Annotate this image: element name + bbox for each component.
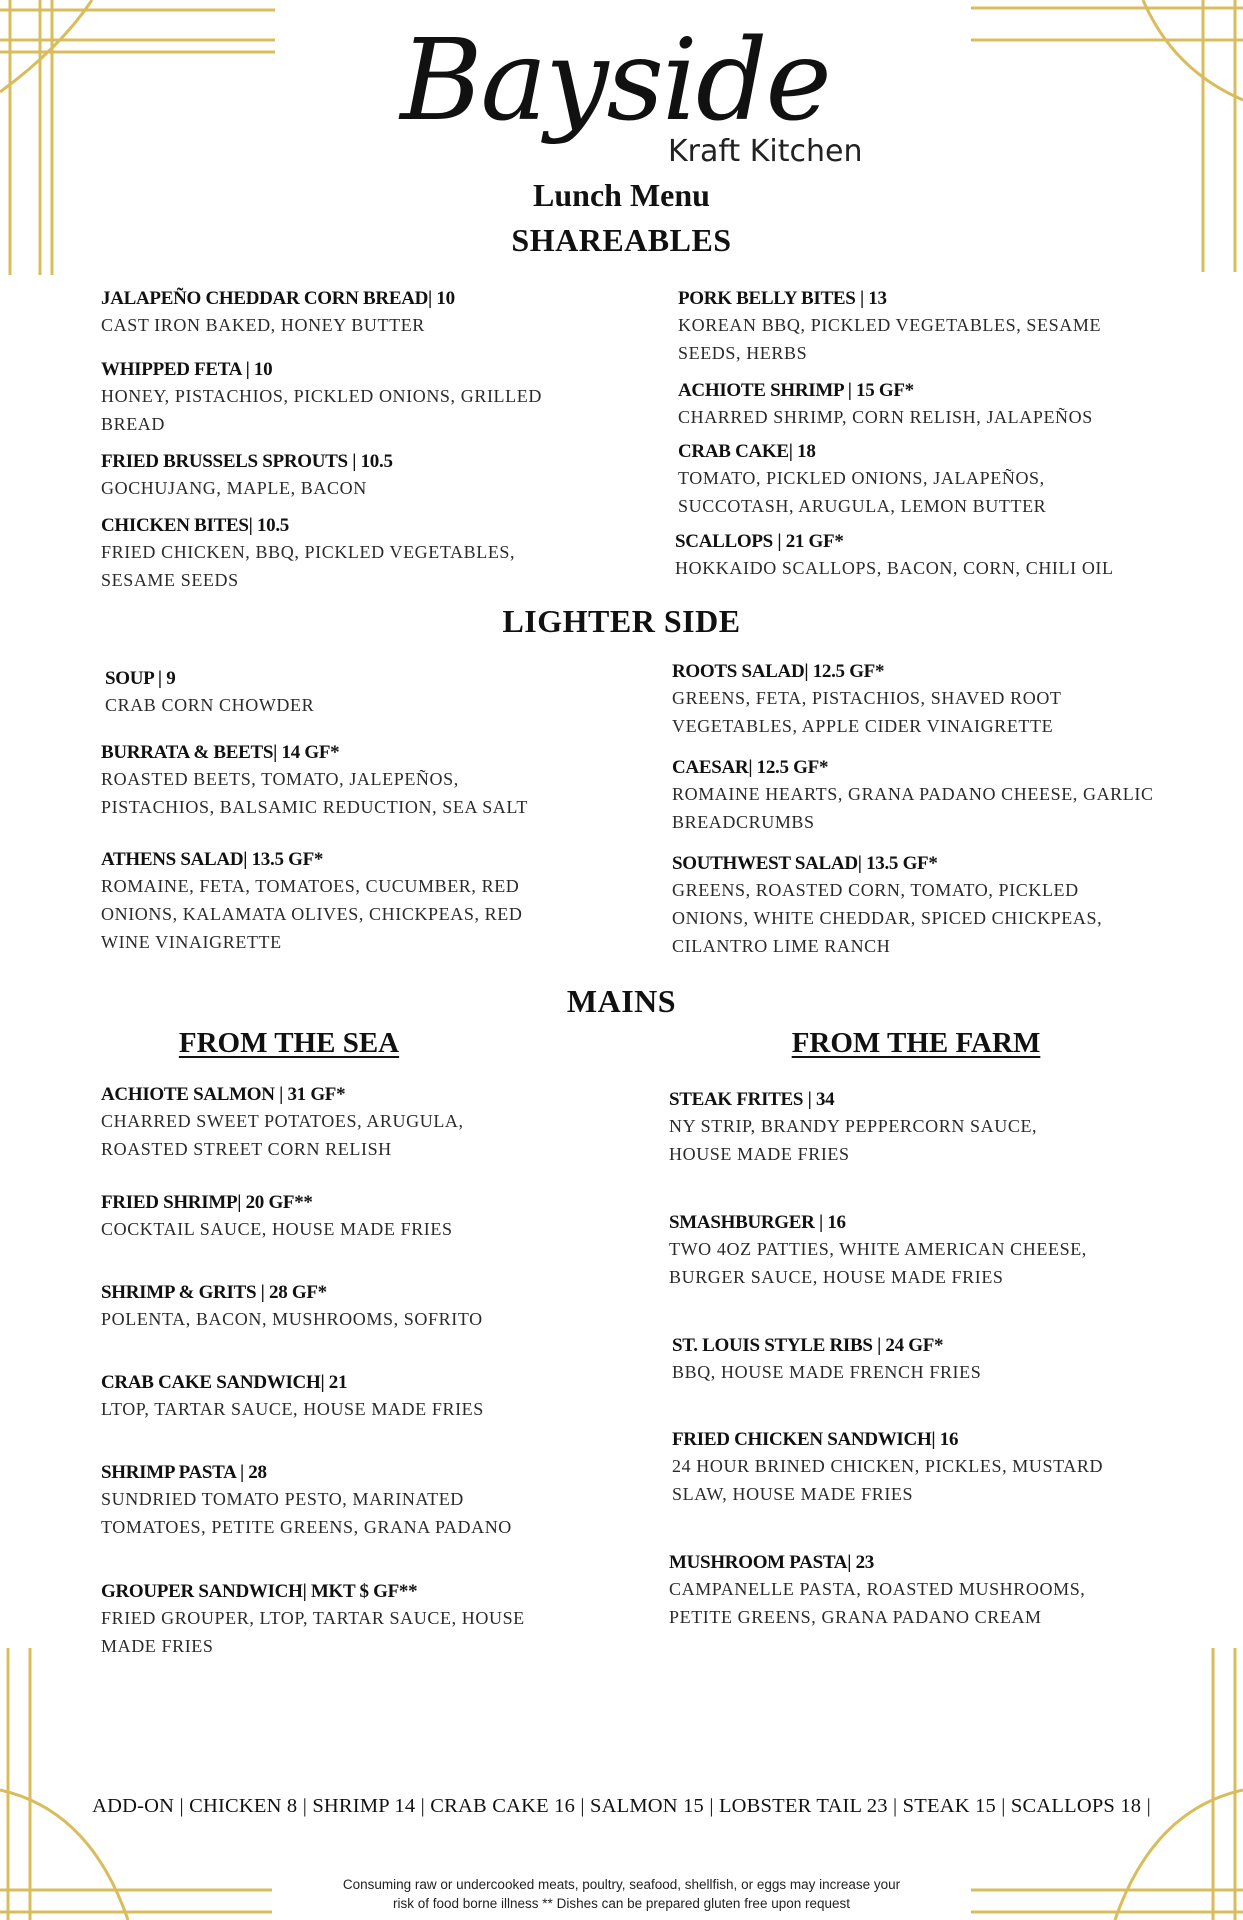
item-name: ATHENS SALAD| 13.5 GF*: [101, 849, 324, 870]
item-name: SOUP | 9: [105, 668, 176, 689]
menu-item: [669, 1551, 1129, 1631]
item-name: SCALLOPS | 21 GF*: [675, 531, 844, 552]
item-description: GREENS, ROASTED CORN, TOMATO, PICKLED ONIONS, WHITE CHEDDAR, SPICED CHICKPEAS, CILANTRO LIME RANCH: [672, 880, 1103, 956]
menu-item: [101, 358, 581, 438]
brand-subtitle: Kraft Kitchen: [668, 134, 863, 169]
item-description: 24 HOUR BRINED CHICKEN, PICKLES, MUSTARD SLAW, HOUSE MADE FRIES: [672, 1456, 1104, 1504]
item-name: MUSHROOM PASTA| 23: [669, 1552, 874, 1573]
item-name: SOUTHWEST SALAD| 13.5 GF*: [672, 853, 938, 874]
item-description: GOCHUJANG, MAPLE, BACON: [101, 478, 367, 498]
item-description: CRAB CORN CHOWDER: [105, 695, 315, 715]
item-name: CRAB CAKE SANDWICH| 21: [101, 1372, 348, 1393]
menu-item: [669, 1211, 1139, 1291]
menu-item: [672, 852, 1132, 960]
item-description: CHARRED SHRIMP, CORN RELISH, JALAPEÑOS: [678, 407, 1093, 427]
item-name: ACHIOTE SHRIMP | 15 GF*: [678, 380, 914, 401]
item-description: CHARRED SWEET POTATOES, ARUGULA, ROASTED STREET CORN RELISH: [101, 1111, 464, 1159]
subsection-title-from-the-sea: FROM THE SEA: [178, 1027, 400, 1059]
item-name: FRIED BRUSSELS SPROUTS | 10.5: [101, 451, 393, 472]
item-description: TOMATO, PICKLED ONIONS, JALAPEÑOS, SUCCOTASH, ARUGULA, LEMON BUTTER: [678, 468, 1047, 516]
footnote: [0, 1875, 1243, 1913]
menu-item: [101, 741, 571, 821]
menu-item: [669, 1088, 1089, 1168]
item-description: SUNDRIED TOMATO PESTO, MARINATED TOMATOES, PETITE GREENS, GRANA PADANO: [101, 1489, 512, 1537]
menu-item: [101, 1371, 581, 1423]
item-description: ROMAINE, FETA, TOMATOES, CUCUMBER, RED ONIONS, KALAMATA OLIVES, CHICKPEAS, RED WINE VINAIGRETTE: [101, 876, 523, 952]
item-description: NY STRIP, BRANDY PEPPERCORN SAUCE, HOUSE MADE FRIES: [669, 1116, 1038, 1164]
footnote-line-1: Consuming raw or undercooked meats, poultry, seafood, shellfish, or eggs may increase your: [342, 1877, 901, 1892]
item-name: CRAB CAKE| 18: [678, 441, 816, 462]
item-description: HONEY, PISTACHIOS, PICKLED ONIONS, GRILLED BREAD: [101, 386, 542, 434]
item-description: KOREAN BBQ, PICKLED VEGETABLES, SESAME SEEDS, HERBS: [678, 315, 1102, 363]
item-name: SMASHBURGER | 16: [669, 1212, 846, 1233]
section-title-mains: MAINS: [566, 983, 677, 1019]
menu-item: [101, 1191, 581, 1243]
menu-item: [101, 1281, 581, 1333]
item-description: CAST IRON BAKED, HONEY BUTTER: [101, 315, 425, 335]
item-name: SHRIMP & GRITS | 28 GF*: [101, 1282, 327, 1303]
addons-line: ADD-ON | CHICKEN 8 | SHRIMP 14 | CRAB CAKE 16 | SALMON 15 | LOBSTER TAIL 23 | STEAK 15 | SCALLOPS 18 |: [92, 1795, 1151, 1817]
item-name: BURRATA & BEETS| 14 GF*: [101, 742, 340, 763]
item-name: WHIPPED FETA | 10: [101, 359, 273, 380]
menu-item: [101, 450, 581, 502]
menu-item: [101, 514, 561, 594]
menu-item: [672, 756, 1192, 836]
item-description: BBQ, HOUSE MADE FRENCH FRIES: [672, 1362, 982, 1382]
item-name: SHRIMP PASTA | 28: [101, 1462, 267, 1483]
menu-item: [105, 667, 565, 719]
menu-item: [101, 848, 561, 956]
section-title-shareables: SHAREABLES: [511, 222, 732, 258]
item-name: FRIED SHRIMP| 20 GF**: [101, 1192, 313, 1213]
menu-item: [678, 379, 1158, 431]
menu-item: [678, 440, 1098, 520]
item-description: GREENS, FETA, PISTACHIOS, SHAVED ROOT VEGETABLES, APPLE CIDER VINAIGRETTE: [672, 688, 1062, 736]
menu-item: [672, 1334, 1132, 1386]
footnote-line-2: risk of food borne illness ** Dishes can be prepared gluten free upon request: [392, 1896, 851, 1911]
menu-item: [101, 1580, 561, 1660]
item-description: ROMAINE HEARTS, GRANA PADANO CHEESE, GARLIC BREADCRUMBS: [672, 784, 1154, 832]
item-description: CAMPANELLE PASTA, ROASTED MUSHROOMS, PETITE GREENS, GRANA PADANO CREAM: [669, 1579, 1086, 1627]
brand-logo-script: Bayside: [400, 16, 830, 146]
menu-item: [101, 1083, 541, 1163]
item-name: ROOTS SALAD| 12.5 GF*: [672, 661, 885, 682]
menu-item: [672, 1428, 1132, 1508]
item-name: PORK BELLY BITES | 13: [678, 288, 887, 309]
menu-item: [101, 1461, 551, 1541]
section-title-lighter-side: LIGHTER SIDE: [502, 603, 741, 639]
menu-item: [678, 287, 1128, 367]
item-description: TWO 4OZ PATTIES, WHITE AMERICAN CHEESE, BURGER SAUCE, HOUSE MADE FRIES: [669, 1239, 1087, 1287]
item-description: FRIED GROUPER, LTOP, TARTAR SAUCE, HOUSE MADE FRIES: [101, 1608, 525, 1656]
menu-item: [101, 287, 581, 339]
item-description: FRIED CHICKEN, BBQ, PICKLED VEGETABLES, SESAME SEEDS: [101, 542, 516, 590]
subsection-title-from-the-farm: FROM THE FARM: [791, 1027, 1041, 1059]
item-description: ROASTED BEETS, TOMATO, JALEPEÑOS, PISTACHIOS, BALSAMIC REDUCTION, SEA SALT: [101, 769, 528, 817]
item-name: CHICKEN BITES| 10.5: [101, 515, 290, 536]
item-name: ST. LOUIS STYLE RIBS | 24 GF*: [672, 1335, 944, 1356]
item-description: LTOP, TARTAR SAUCE, HOUSE MADE FRIES: [101, 1399, 484, 1419]
item-name: ACHIOTE SALMON | 31 GF*: [101, 1084, 346, 1105]
item-name: CAESAR| 12.5 GF*: [672, 757, 829, 778]
item-name: STEAK FRITES | 34: [669, 1089, 835, 1110]
item-name: GROUPER SANDWICH| MKT $ GF**: [101, 1581, 418, 1602]
item-description: COCKTAIL SAUCE, HOUSE MADE FRIES: [101, 1219, 453, 1239]
menu-item: [672, 660, 1122, 740]
item-name: JALAPEÑO CHEDDAR CORN BREAD| 10: [101, 288, 455, 309]
menu-title: Lunch Menu: [533, 177, 710, 213]
item-description: HOKKAIDO SCALLOPS, BACON, CORN, CHILI OIL: [675, 558, 1114, 578]
item-name: FRIED CHICKEN SANDWICH| 16: [672, 1429, 959, 1450]
menu-item: [675, 530, 1155, 582]
item-description: POLENTA, BACON, MUSHROOMS, SOFRITO: [101, 1309, 483, 1329]
